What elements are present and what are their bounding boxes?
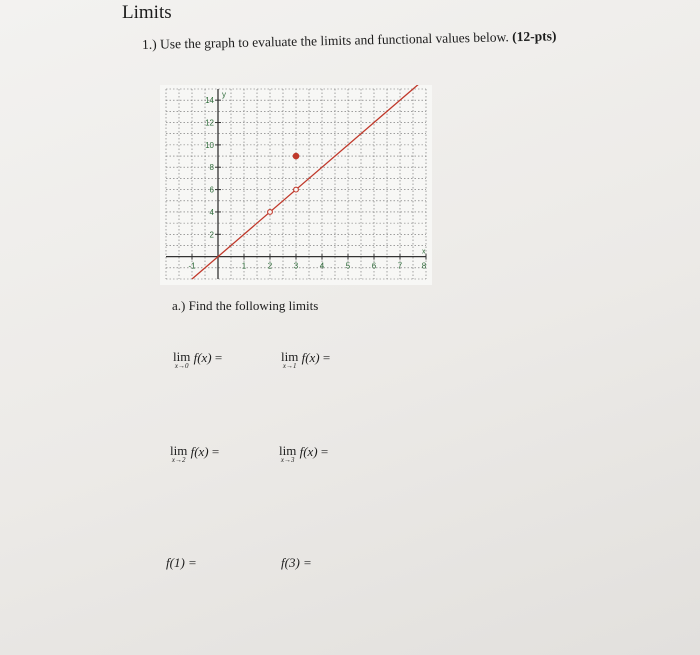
lim-function: f(x) [299, 444, 318, 459]
x-tick-label: 2 [267, 261, 273, 271]
lim-function: f(x) [193, 350, 212, 365]
limit-expression-x-to-3 [279, 444, 328, 464]
x-tick-label: 3 [293, 261, 299, 271]
lim-equals: = [214, 350, 223, 365]
function-graph [160, 85, 432, 285]
y-tick-label: 12 [205, 118, 214, 128]
lim-word: lim [281, 349, 299, 364]
x-tick-label: 4 [319, 261, 325, 271]
lim-subscript: x→3 [280, 456, 295, 464]
value-f-of-1: f(1) = [166, 555, 197, 570]
value-f-of-3: f(3) = [281, 555, 312, 570]
question-prompt [142, 28, 557, 53]
question-text: Use the graph to evaluate the limits and functional values below. [159, 29, 509, 52]
x-tick-label: 6 [371, 261, 377, 271]
lim-subscript: x→2 [171, 456, 186, 464]
lim-subscript: x→0 [174, 362, 189, 370]
open-point [294, 187, 299, 192]
limit-expression-x-to-1 [281, 350, 330, 370]
part-a-text: Find the following limits [188, 298, 319, 313]
lim-equals: = [322, 350, 331, 365]
part-a-heading [172, 298, 318, 314]
x-tick-label: 8 [421, 261, 427, 271]
y-tick-label: 8 [209, 163, 214, 173]
y-tick-label: 4 [209, 207, 214, 217]
y-tick-label: 10 [205, 140, 214, 150]
lim-word: lim [173, 349, 191, 364]
question-points: (12-pts) [512, 28, 557, 45]
part-a-label: a.) [172, 298, 186, 313]
y-tick-label: 14 [205, 96, 214, 106]
limit-expression-x-to-0 [173, 350, 222, 370]
lim-function: f(x) [301, 350, 320, 365]
lim-word: lim [170, 443, 188, 458]
lim-equals: = [211, 444, 220, 459]
x-tick-label: 7 [397, 261, 403, 271]
y-axis-label: y [222, 90, 226, 99]
lim-word: lim [279, 443, 297, 458]
x-axis-label: x [422, 248, 426, 256]
limit-expression-x-to-2 [170, 444, 219, 464]
closed-point [293, 153, 299, 159]
y-tick-label: 6 [209, 185, 214, 195]
y-tick-label: 2 [209, 230, 214, 240]
open-point [268, 210, 273, 215]
x-tick-label: 1 [241, 261, 247, 271]
x-tick-label: -1 [188, 261, 196, 271]
x-tick-label: 5 [345, 261, 351, 271]
page-title: Limits [122, 2, 172, 23]
lim-function: f(x) [190, 444, 209, 459]
lim-equals: = [320, 444, 329, 459]
lim-subscript: x→1 [282, 362, 297, 370]
question-number: 1.) [141, 36, 157, 52]
